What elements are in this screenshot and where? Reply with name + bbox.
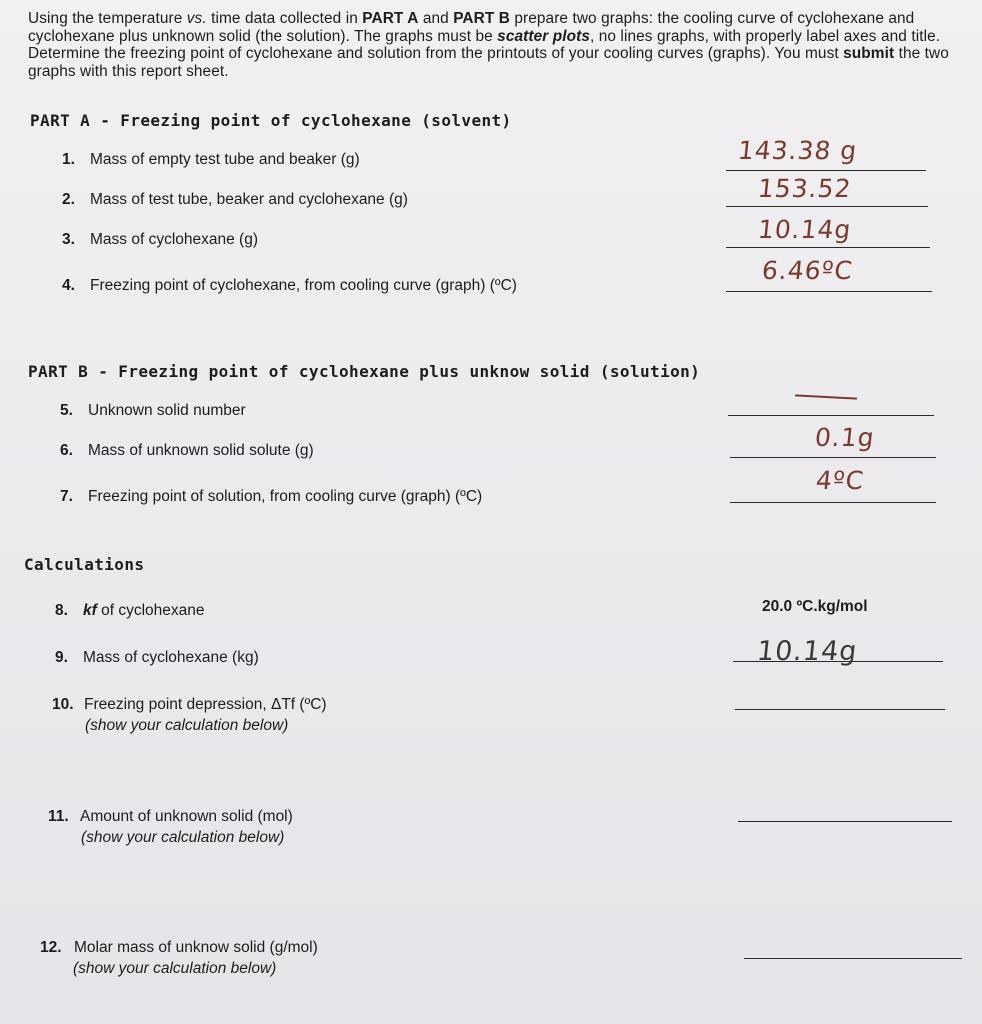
- kf-value: 20.0 ºC.kg/mol: [762, 598, 868, 615]
- item-3: 3. Mass of cyclohexane (g): [62, 231, 258, 248]
- instructions-paragraph: Using the temperature vs. time data collected in PART A and PART B prepare two graphs: the cooling curve of cyclohexane and cyclohexane plus unknown solid (the solution). The graphs must be scatter plots, no lines graphs, with properly label axes and title. Determine the freezing point of cyclohexane and solution from the printouts of your cooling curves (graphs). You must submit the two graphs with this report sheet.: [28, 10, 949, 80]
- answer-line-6: [730, 457, 936, 458]
- answer-line-7: [730, 502, 936, 503]
- answer-line-1: [726, 170, 926, 171]
- answer-line-5: [728, 415, 934, 416]
- item-10: 10. Freezing point depression, ΔTf (ºC) (show your calculation below): [52, 696, 327, 734]
- item-5: 5. Unknown solid number: [60, 402, 246, 419]
- answer-line-12: [744, 958, 962, 959]
- answer-line-2: [726, 206, 928, 207]
- answer-5-dash: [795, 394, 857, 399]
- answer-3-handwritten[interactable]: 10.14g: [756, 215, 853, 244]
- answer-2-handwritten[interactable]: 153.52: [756, 174, 854, 203]
- item-9: 9. Mass of cyclohexane (kg): [55, 649, 259, 666]
- answer-6-handwritten[interactable]: 0.1g: [813, 423, 877, 452]
- item-11: 11. Amount of unknown solid (mol) (show your calculation below): [48, 808, 293, 846]
- answer-line-11: [738, 821, 952, 822]
- item-1: 1. Mass of empty test tube and beaker (g): [62, 151, 360, 168]
- part-b-title: PART B - Freezing point of cyclohexane plus unknow solid (solution): [28, 362, 701, 381]
- item-4: 4. Freezing point of cyclohexane, from cooling curve (graph) (ºC): [62, 277, 517, 294]
- item-6: 6. Mass of unknown solid solute (g): [60, 442, 314, 459]
- answer-line-3: [726, 247, 930, 248]
- calculations-title: Calculations: [24, 555, 145, 574]
- item-8: 8. kf of cyclohexane: [55, 602, 205, 619]
- answer-1-handwritten[interactable]: 143.38 g: [736, 136, 859, 165]
- answer-line-10: [735, 709, 945, 710]
- answer-7-handwritten[interactable]: 4ºC: [814, 466, 866, 495]
- item-2: 2. Mass of test tube, beaker and cyclohexane (g): [62, 191, 408, 208]
- part-a-title: PART A - Freezing point of cyclohexane (solvent): [30, 111, 512, 130]
- item-7: 7. Freezing point of solution, from cooling curve (graph) (ºC): [60, 488, 483, 505]
- answer-line-4: [726, 291, 932, 292]
- answer-4-handwritten[interactable]: 6.46ºC: [760, 256, 855, 285]
- answer-9-handwritten[interactable]: 10.14g: [755, 636, 860, 667]
- item-12: 12. Molar mass of unknow solid (g/mol) (show your calculation below): [40, 939, 318, 977]
